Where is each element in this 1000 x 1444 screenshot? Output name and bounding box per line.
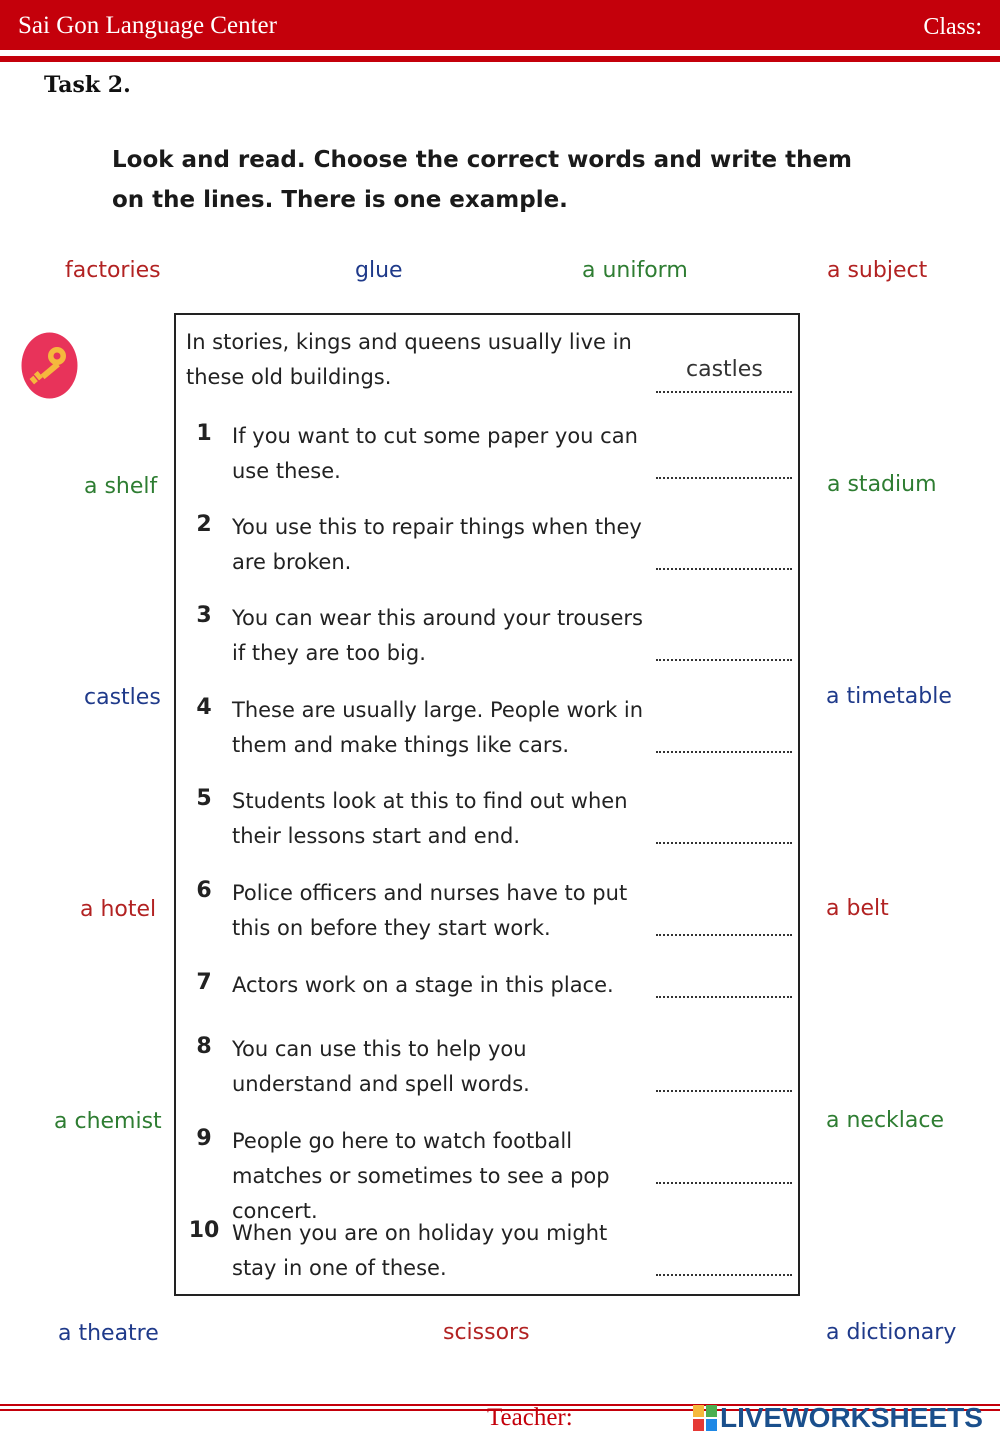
liveworksheets-logo-icon bbox=[692, 1403, 718, 1433]
example-answer: castles bbox=[686, 357, 763, 382]
example-row bbox=[176, 315, 798, 405]
answer-line[interactable] bbox=[656, 1182, 792, 1184]
question-row bbox=[176, 1120, 798, 1223]
question-text: When you are on holiday you might stay in one of these. bbox=[232, 1221, 608, 1280]
word-bank-item: scissors bbox=[443, 1320, 530, 1345]
task-title: Task 2. bbox=[44, 72, 131, 98]
question-text: Students look at this to find out when their lessons start and end. bbox=[232, 789, 628, 848]
word-bank-item: a hotel bbox=[80, 897, 157, 922]
answer-line[interactable] bbox=[656, 659, 792, 661]
word-bank-item: castles bbox=[84, 685, 161, 710]
question-row bbox=[176, 1028, 798, 1108]
question-text: These are usually large. People work in them and make things like cars. bbox=[232, 698, 644, 757]
question-number: 6 bbox=[196, 878, 212, 903]
brand-logo bbox=[692, 1402, 983, 1434]
word-bank-item: a belt bbox=[826, 896, 889, 921]
question-row bbox=[176, 689, 798, 769]
word-bank-item: glue bbox=[355, 258, 403, 283]
question-number: 7 bbox=[196, 970, 212, 995]
center-name: Sai Gon Language Center bbox=[18, 12, 277, 39]
word-bank-item: a stadium bbox=[827, 472, 937, 497]
question-number: 9 bbox=[196, 1126, 212, 1151]
question-row bbox=[176, 597, 798, 677]
header-divider bbox=[0, 56, 1000, 62]
word-bank-item: factories bbox=[65, 258, 161, 283]
question-number: 8 bbox=[196, 1034, 212, 1059]
question-number: 4 bbox=[196, 695, 212, 720]
question-text: Actors work on a stage in this place. bbox=[232, 973, 614, 997]
answer-line[interactable] bbox=[656, 1274, 792, 1276]
question-text: You can wear this around your trousers if they are too big. bbox=[232, 606, 643, 665]
question-text: You can use this to help you understand and spell words. bbox=[232, 1037, 530, 1096]
answer-line[interactable] bbox=[656, 934, 792, 936]
teacher-label: Teacher: bbox=[487, 1404, 573, 1431]
word-bank-item: a uniform bbox=[582, 258, 688, 283]
question-number: 10 bbox=[188, 1218, 220, 1243]
word-bank-item: a theatre bbox=[58, 1321, 159, 1346]
answer-line[interactable] bbox=[656, 1090, 792, 1092]
answer-line[interactable] bbox=[656, 568, 792, 570]
question-row bbox=[176, 964, 798, 1024]
question-row bbox=[176, 506, 798, 586]
example-text: In stories, kings and queens usually live in these old buildings. bbox=[186, 330, 632, 389]
example-answer-line bbox=[656, 391, 792, 393]
question-text: Police officers and nurses have to put this on before they start work. bbox=[232, 881, 628, 940]
answer-line[interactable] bbox=[656, 996, 792, 998]
word-bank-item: a dictionary bbox=[826, 1320, 957, 1345]
task-instructions: Look and read. Choose the correct words and write them on the lines. There is one example. bbox=[112, 147, 853, 213]
class-label: Class: bbox=[923, 14, 982, 40]
question-row bbox=[176, 872, 798, 952]
question-number: 5 bbox=[196, 786, 212, 811]
word-bank-item: a shelf bbox=[84, 474, 158, 499]
brand-name: LIVEWORKSHEETS bbox=[720, 1402, 983, 1433]
question-box bbox=[174, 313, 800, 1296]
question-number: 2 bbox=[196, 512, 212, 537]
question-row bbox=[176, 415, 798, 495]
answer-line[interactable] bbox=[656, 842, 792, 844]
key-icon[interactable] bbox=[21, 332, 78, 399]
answer-line[interactable] bbox=[656, 751, 792, 753]
question-row bbox=[176, 1212, 798, 1292]
word-bank-item: a subject bbox=[827, 258, 928, 283]
question-number: 3 bbox=[196, 603, 212, 628]
question-text: If you want to cut some paper you can use these. bbox=[232, 424, 638, 483]
question-text: You use this to repair things when they are broken. bbox=[232, 515, 642, 574]
word-bank-item: a timetable bbox=[826, 684, 952, 709]
answer-line[interactable] bbox=[656, 477, 792, 479]
question-row bbox=[176, 780, 798, 860]
question-number: 1 bbox=[196, 421, 212, 446]
word-bank-item: a necklace bbox=[826, 1108, 945, 1133]
word-bank-item: a chemist bbox=[54, 1109, 162, 1134]
header-bar bbox=[0, 0, 1000, 50]
question-text: People go here to watch football matches or sometimes to see a pop concert. bbox=[232, 1129, 610, 1223]
